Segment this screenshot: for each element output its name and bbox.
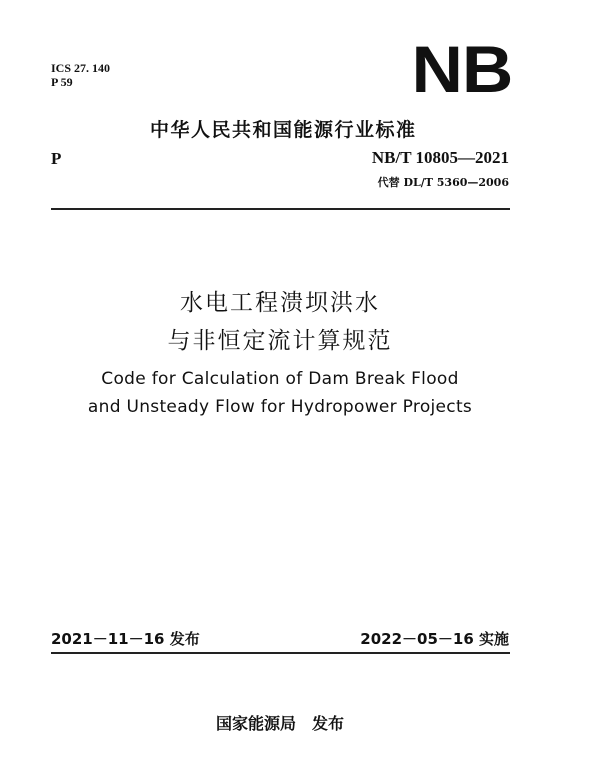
top-divider — [51, 208, 510, 210]
replaces-note: 代替 DL/T 5360—2006 — [377, 176, 509, 189]
issue-date: 2021－11－16 发布 — [51, 630, 200, 648]
title-chinese-line1: 水电工程溃坝洪水 — [180, 290, 380, 316]
publisher: 国家能源局 发布 — [215, 714, 344, 733]
standard-number: NB/T 10805—2021 — [371, 148, 509, 167]
title-english-line1: Code for Calculation of Dam Break Flood — [101, 369, 459, 389]
bottom-divider — [51, 652, 510, 654]
implementation-date: 2022－05－16 实施 — [360, 630, 509, 648]
classification-letter: P — [51, 149, 62, 168]
title-english-line2: and Unsteady Flow for Hydropower Projects — [87, 397, 473, 417]
title-chinese-line2: 与非恒定流计算规范 — [167, 328, 393, 354]
issuing-authority: 中华人民共和国能源行业标准 — [150, 119, 417, 141]
ccs-code: P 59 — [51, 75, 73, 89]
ics-code: ICS 27. 140 — [51, 61, 111, 75]
nb-logo: NB — [411, 32, 512, 106]
